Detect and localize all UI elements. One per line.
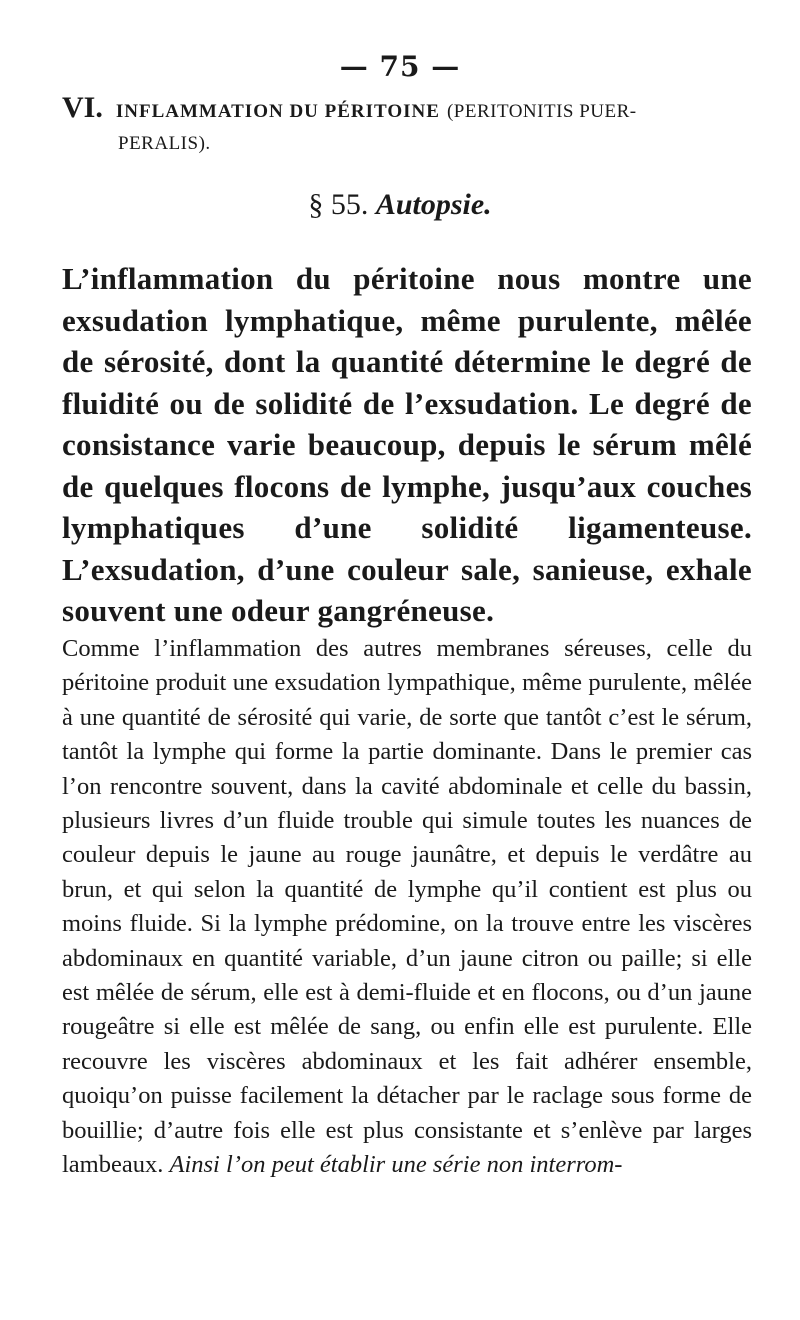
body-paragraph-italic-tail: Ainsi l’on peut établir une série non interrom- xyxy=(169,1151,623,1179)
section-heading xyxy=(0,188,800,222)
chapter-number: VI. xyxy=(62,91,103,124)
chapter-heading xyxy=(62,92,742,160)
chapter-title: INFLAMMATION DU PÉRITOINE xyxy=(115,101,440,122)
page-number: — 75 — xyxy=(339,50,461,83)
section-title: Autopsie. xyxy=(375,188,492,221)
section-number: § 55. xyxy=(308,188,369,221)
body-paragraph xyxy=(62,632,752,1183)
chapter-latin-title-line2: PERALIS). xyxy=(118,133,211,154)
body-paragraph-text: Comme l’inflammation des autres membranes séreuses, celle du péritoine produit une exsudation lympathique, même purulente, mêlée à une quantité de sérosité qui varie, de sorte que tantôt c’est le sérum, tantôt la lymphe qui forme la partie dominante. Dans le premier cas l’on rencontre souvent, dans la cavité abdominale et celle du bassin, plusieurs livres d’un fluide trouble qui simule toutes les nuances de couleur depuis le jaune au rouge jaunâtre, et depuis le verdâtre au brun, et qui selon la quantité de lymphe qu’il contient est plus ou moins fluide. Si la lymphe prédomine, on la trouve entre les viscères abdominaux en quantité variable, d’un jaune citron ou paille; si elle est mêlée de sérum, elle est à demi-fluide et en flocons, ou d’un jaune rougeâtre si elle est mêlée de sang, ou enfin elle est purulente. Elle recouvre les viscères abdominaux et les fait adhérer ensemble, quoiqu’on puisse facilement la détacher par le raclage sous forme de bouillie; d’autre fois elle est plus consistante et s’enlève par larges lambeaux. xyxy=(62,635,752,1179)
lead-paragraph: L’inflammation du péritoine nous montre une exsudation lymphatique, même purulente, mêlée de sérosité, dont la quantité détermine le degré de fluidité ou de solidité de l’exsudation. Le degré de consistance varie beaucoup, depuis le sérum mêlé de quelques flocons de lymphe, jusqu’aux couches lymphatiques d’une solidité ligamenteuse. L’exsudation, d’une couleur sale, sanieuse, exhale souvent une odeur gangréneuse. xyxy=(62,261,752,628)
chapter-latin-title-line1: (PERITONITIS PUER- xyxy=(446,101,637,122)
